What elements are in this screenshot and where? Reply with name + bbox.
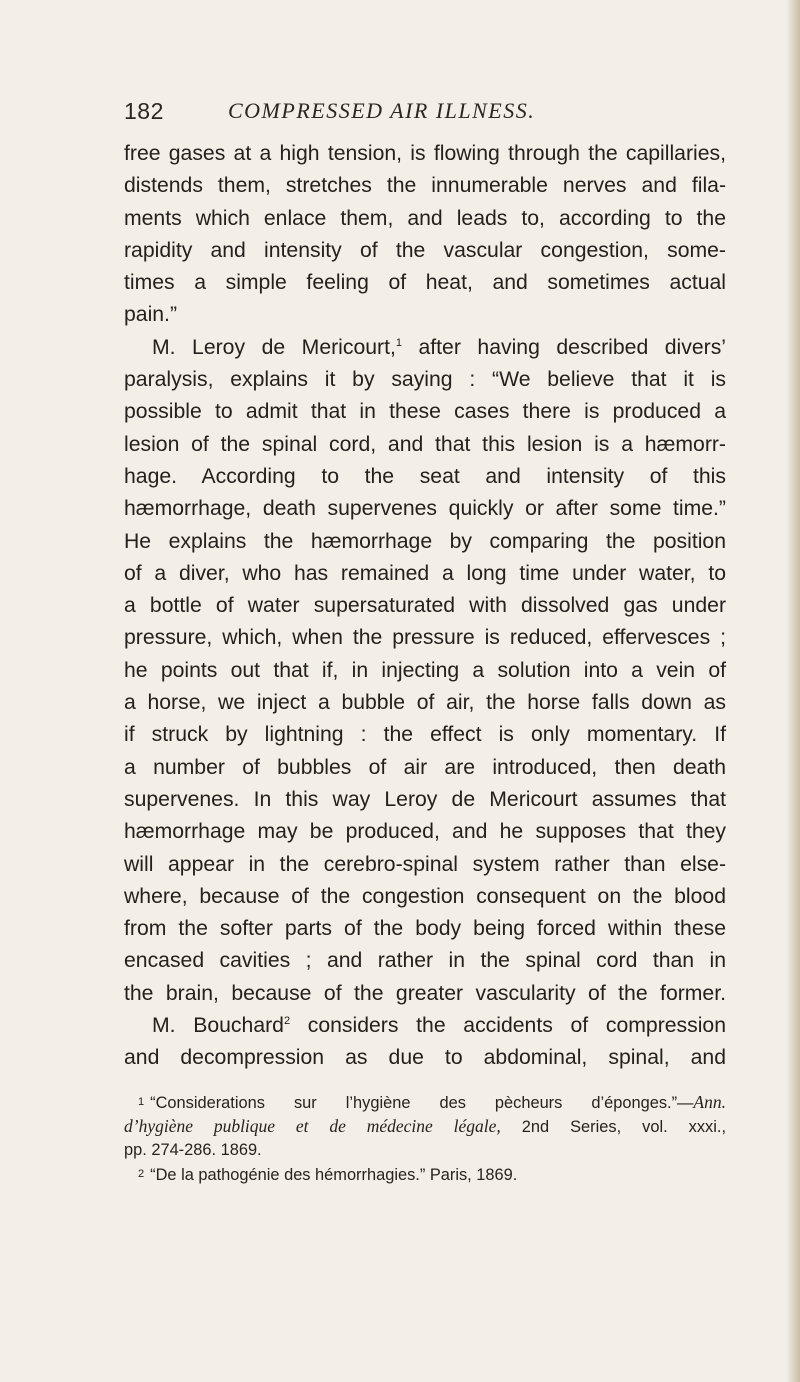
text-line: He explains the hæmorrhage by comparing the position bbox=[124, 529, 726, 553]
text-line: a number of bubbles of air are introduced, then death bbox=[124, 755, 726, 779]
text-line: will appear in the cerebro-spinal system rather than else- bbox=[124, 852, 726, 876]
footnote-journal-title: d’hygiène publique et de médecine légale, bbox=[124, 1116, 501, 1136]
text-line: lesion of the spinal cord, and that this lesion is a hæmorr- bbox=[124, 432, 726, 456]
footnote-journal-title: Ann. bbox=[693, 1092, 726, 1112]
text-line bbox=[124, 1010, 726, 1042]
footnote-2-line bbox=[124, 1162, 726, 1186]
text-line: rapidity and intensity of the vascular congestion, some- bbox=[124, 238, 726, 262]
text-line: of a diver, who has remained a long time under water, to bbox=[124, 561, 726, 585]
page-edge-shadow bbox=[786, 0, 800, 1382]
text-line: free gases at a high tension, is flowing through the capillaries, bbox=[124, 142, 726, 165]
text-line: pressure, which, when the pressure is reduced, effervesces ; bbox=[124, 626, 726, 650]
footnotes bbox=[124, 1090, 726, 1186]
page-number: 182 bbox=[124, 98, 164, 124]
text-line: paralysis, explains it by saying : “We believe that it is bbox=[124, 368, 726, 392]
text-line: if struck by lightning : the effect is only momentary. If bbox=[124, 723, 726, 747]
text-line: ments which enlace them, and leads to, according to the bbox=[124, 206, 726, 230]
text-line: where, because of the congestion consequent on the blood bbox=[124, 884, 726, 908]
footnote-text: pp. 274-286. 1869. bbox=[124, 1141, 262, 1159]
footnote-1-line bbox=[124, 1090, 726, 1114]
text-segment: after having described divers’ bbox=[401, 335, 726, 359]
text-line: possible to admit that in these cases there is produced a bbox=[124, 400, 726, 424]
text-line: hæmorrhage may be produced, and he supposes that they bbox=[124, 820, 726, 844]
text-line: pain.” bbox=[124, 303, 177, 327]
text-line: he points out that if, in injecting a solution into a vein of bbox=[124, 658, 726, 682]
text-line: a bottle of water supersaturated with dissolved gas under bbox=[124, 594, 726, 618]
text-line: and decompression as due to abdominal, spinal, and bbox=[124, 1046, 726, 1070]
footnote-1-line bbox=[124, 1138, 726, 1162]
text-line: from the softer parts of the body being forced within these bbox=[124, 917, 726, 941]
text-line: the brain, because of the greater vascularity of the former. bbox=[124, 981, 726, 1005]
footnote-reference: 1 bbox=[395, 336, 402, 349]
text-segment: M. Bouchard bbox=[152, 1014, 284, 1038]
text-line: hage. According to the seat and intensity of this bbox=[124, 464, 726, 488]
text-segment: M. Leroy de Mericourt, bbox=[152, 335, 396, 359]
text-line: encased cavities ; and rather in the spinal cord than in bbox=[124, 949, 726, 973]
footnote-text: “Considerations sur l’hygiène des pècheurs d’éponges.”— bbox=[150, 1094, 694, 1112]
footnote-text: “De la pathogénie des hémorrhagies.” Paris, 1869. bbox=[150, 1166, 518, 1184]
footnote-marker: 2 bbox=[138, 1168, 145, 1180]
text-segment: considers the accidents of compression bbox=[290, 1014, 726, 1038]
text-line: hæmorrhage, death supervenes quickly or after some time.” bbox=[124, 497, 726, 521]
footnote-reference: 2 bbox=[283, 1014, 291, 1027]
text-line bbox=[124, 332, 726, 364]
text-line: times a simple feeling of heat, and sometimes actual bbox=[124, 271, 726, 295]
footnote-marker: 1 bbox=[138, 1096, 145, 1108]
text-line: distends them, stretches the innumerable nerves and fila- bbox=[124, 174, 726, 198]
footnote-text: 2nd Series, vol. xxxi., bbox=[500, 1118, 726, 1136]
body-text bbox=[124, 138, 726, 1075]
page-header bbox=[0, 98, 800, 138]
text-line: supervenes. In this way Leroy de Mericourt assumes that bbox=[124, 787, 726, 811]
footnote-1-line bbox=[124, 1114, 726, 1138]
text-line: a horse, we inject a bubble of air, the horse falls down as bbox=[124, 691, 726, 715]
running-title: COMPRESSED AIR ILLNESS. bbox=[228, 98, 536, 123]
